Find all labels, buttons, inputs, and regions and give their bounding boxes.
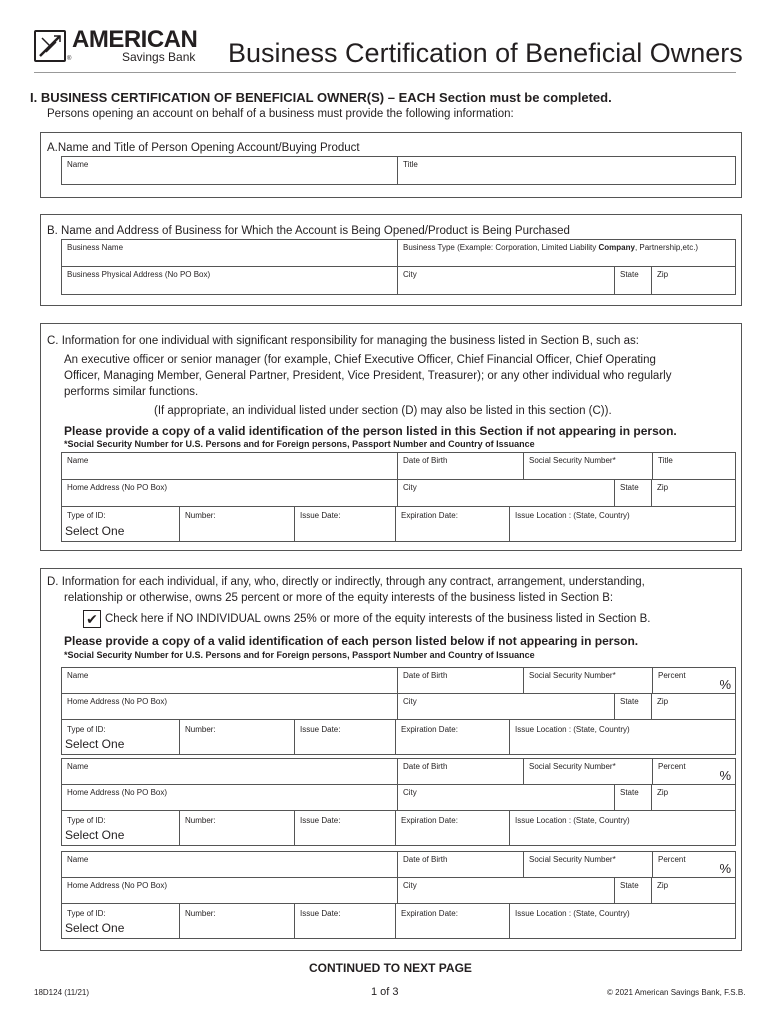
- logo-subtitle: Savings Bank: [122, 50, 196, 64]
- id-type-select[interactable]: [62, 720, 180, 754]
- owner-address-field[interactable]: [62, 694, 398, 720]
- form-code: 18D124 (11/21): [34, 988, 89, 997]
- id-type-value: Select One: [65, 828, 125, 842]
- issue-date-label: Issue Date:: [300, 511, 341, 520]
- ssn-label: Social Security Number*: [529, 456, 616, 465]
- name-label: Name: [67, 160, 89, 169]
- owner-address-field[interactable]: [62, 785, 398, 811]
- issue-date-label: Issue Date:: [300, 909, 341, 918]
- id-number-field[interactable]: [180, 720, 295, 754]
- business-type-label: [403, 243, 698, 252]
- title-field[interactable]: [398, 157, 735, 184]
- issue-location-field[interactable]: [510, 507, 735, 541]
- expiration-date-field[interactable]: [396, 811, 510, 845]
- owner-name-field[interactable]: [62, 759, 398, 785]
- person-city-field[interactable]: [398, 480, 615, 507]
- section-c-note: *Social Security Number for U.S. Persons and for Foreign persons, Passport Number and Country of Issuance: [64, 439, 535, 449]
- city-label: City: [403, 881, 417, 890]
- owner-block: [61, 667, 736, 755]
- owner-state-field[interactable]: [615, 785, 652, 811]
- title-label: Title: [658, 456, 673, 465]
- business-type-field[interactable]: [398, 240, 735, 267]
- id-type-label: Type of ID:: [67, 816, 106, 825]
- issue-location-label: Issue Location : (State, Country): [515, 816, 630, 825]
- owner-percent-field[interactable]: [653, 668, 735, 694]
- person-zip-field[interactable]: [652, 480, 735, 507]
- person-ssn-field[interactable]: [524, 453, 653, 480]
- issue-location-field[interactable]: [510, 720, 735, 754]
- expiration-date-field[interactable]: [396, 720, 510, 754]
- title-label: Title: [403, 160, 418, 169]
- state-label: State: [620, 270, 639, 279]
- ssn-label: Social Security Number*: [529, 762, 616, 771]
- zip-label: Zip: [657, 881, 669, 890]
- section-a-heading: A.Name and Title of Person Opening Account/Buying Product: [47, 142, 360, 154]
- no-individual-checkbox-label: Check here if NO INDIVIDUAL owns 25% or more of the equity interests of the business listed in Section B.: [105, 613, 651, 625]
- header-divider: [34, 72, 736, 73]
- dob-label: Date of Birth: [403, 855, 448, 864]
- id-type-value: Select One: [65, 921, 125, 935]
- owner-ssn-field[interactable]: [524, 668, 653, 694]
- zip-label: Zip: [657, 697, 669, 706]
- id-type-label: Type of ID:: [67, 725, 106, 734]
- issue-location-field[interactable]: [510, 904, 735, 938]
- id-number-field[interactable]: [180, 904, 295, 938]
- owner-city-field[interactable]: [398, 878, 615, 904]
- id-type-label: Type of ID:: [67, 511, 106, 520]
- name-label: Name: [67, 762, 89, 771]
- issue-date-field[interactable]: [295, 720, 396, 754]
- name-label: Name: [67, 855, 89, 864]
- issue-date-label: Issue Date:: [300, 725, 341, 734]
- zip-label: Zip: [657, 483, 669, 492]
- section-c-heading: C. Information for one individual with significant responsibility for managing the business listed in Section B, such as:: [47, 335, 639, 347]
- id-type-select[interactable]: [62, 811, 180, 845]
- section-d-line2: relationship or otherwise, owns 25 percent or more of the equity interests of the business listed in Section B:: [64, 592, 614, 604]
- state-label: State: [620, 483, 639, 492]
- owner-state-field[interactable]: [615, 694, 652, 720]
- business-name-field[interactable]: [62, 240, 398, 267]
- business-state-field[interactable]: [615, 267, 652, 294]
- section-d-line1: D. Information for each individual, if any, who, directly or indirectly, through any contract, arrangement, understanding,: [47, 576, 645, 588]
- owner-name-field[interactable]: [62, 668, 398, 694]
- business-city-field[interactable]: [398, 267, 615, 294]
- business-name-label: Business Name: [67, 243, 124, 252]
- number-label: Number:: [185, 909, 216, 918]
- percent-label: Percent: [658, 762, 686, 771]
- ssn-label: Social Security Number*: [529, 855, 616, 864]
- city-label: City: [403, 483, 417, 492]
- section-subtitle: Persons opening an account on behalf of a business must provide the following information:: [47, 108, 514, 120]
- issue-location-label: Issue Location : (State, Country): [515, 725, 630, 734]
- section-a-fields: [61, 156, 736, 185]
- page-number: 1 of 3: [371, 986, 399, 998]
- address-label: Home Address (No PO Box): [67, 881, 168, 890]
- owner-city-field[interactable]: [398, 694, 615, 720]
- section-c-instruction: Please provide a copy of a valid identification of the person listed in this Section if not appearing in person.: [64, 424, 677, 438]
- owner-zip-field[interactable]: [652, 785, 735, 811]
- business-address-field[interactable]: [62, 267, 398, 294]
- number-label: Number:: [185, 725, 216, 734]
- owner-state-field[interactable]: [615, 878, 652, 904]
- percent-sign: %: [719, 861, 731, 876]
- page-title: Business Certification of Beneficial Owners: [228, 38, 743, 68]
- dob-label: Date of Birth: [403, 671, 448, 680]
- section-b-fields: [61, 239, 736, 295]
- ssn-label: Social Security Number*: [529, 671, 616, 680]
- logo-icon: [34, 30, 66, 62]
- owner-zip-field[interactable]: [652, 878, 735, 904]
- section-b-heading: B. Name and Address of Business for Which the Account is Being Opened/Product is Being Purchased: [47, 225, 570, 237]
- expiration-label: Expiration Date:: [401, 816, 458, 825]
- number-label: Number:: [185, 816, 216, 825]
- person-dob-field[interactable]: [398, 453, 524, 480]
- id-type-select[interactable]: [62, 507, 180, 541]
- section-title: I. BUSINESS CERTIFICATION OF BENEFICIAL OWNER(S) – EACH Section must be completed.: [30, 90, 612, 105]
- address-label: Home Address (No PO Box): [67, 483, 168, 492]
- issue-date-field[interactable]: [295, 507, 396, 541]
- copyright: © 2021 American Savings Bank, F.S.B.: [607, 988, 746, 997]
- percent-label: Percent: [658, 671, 686, 680]
- id-number-field[interactable]: [180, 507, 295, 541]
- expiration-date-field[interactable]: [396, 904, 510, 938]
- dob-label: Date of Birth: [403, 762, 448, 771]
- id-type-select[interactable]: [62, 904, 180, 938]
- zip-label: Zip: [657, 788, 669, 797]
- section-d-note: *Social Security Number for U.S. Persons and for Foreign persons, Passport Number and Country of Issuance: [64, 650, 535, 660]
- issue-location-field[interactable]: [510, 811, 735, 845]
- address-label: Home Address (No PO Box): [67, 697, 168, 706]
- owner-city-field[interactable]: [398, 785, 615, 811]
- logo-registered-mark: ®: [67, 56, 72, 62]
- owner-address-field[interactable]: [62, 878, 398, 904]
- zip-label: Zip: [657, 270, 669, 279]
- owner-dob-field[interactable]: [398, 852, 524, 878]
- person-name-field[interactable]: [62, 453, 398, 480]
- owner-block: [61, 758, 736, 846]
- state-label: State: [620, 697, 639, 706]
- no-individual-checkbox[interactable]: ✔: [83, 610, 101, 628]
- state-label: State: [620, 788, 639, 797]
- owner-ssn-field[interactable]: [524, 759, 653, 785]
- percent-sign: %: [719, 768, 731, 783]
- expiration-label: Expiration Date:: [401, 909, 458, 918]
- section-d-instruction: Please provide a copy of a valid identification of each person listed below if not appearing in person.: [64, 634, 639, 648]
- owner-zip-field[interactable]: [652, 694, 735, 720]
- person-address-field[interactable]: [62, 480, 398, 507]
- number-label: Number:: [185, 511, 216, 520]
- owner-percent-field[interactable]: [653, 759, 735, 785]
- owner-percent-field[interactable]: [653, 852, 735, 878]
- section-c-line2: Officer, Managing Member, General Partner, President, Vice President, Treasurer); or any other individual who regularly: [64, 370, 672, 382]
- issue-date-label: Issue Date:: [300, 816, 341, 825]
- continued-note: CONTINUED TO NEXT PAGE: [309, 961, 472, 975]
- name-label: Name: [67, 456, 89, 465]
- person-title-field[interactable]: [653, 453, 735, 480]
- expiration-date-field[interactable]: [396, 507, 510, 541]
- id-type-label: Type of ID:: [67, 909, 106, 918]
- business-zip-field[interactable]: [652, 267, 735, 294]
- person-state-field[interactable]: [615, 480, 652, 507]
- expiration-label: Expiration Date:: [401, 725, 458, 734]
- percent-label: Percent: [658, 855, 686, 864]
- issue-location-label: Issue Location : (State, Country): [515, 909, 630, 918]
- state-label: State: [620, 881, 639, 890]
- name-field[interactable]: [62, 157, 398, 184]
- section-c-line3: performs similar functions.: [64, 386, 199, 398]
- issue-date-field[interactable]: [295, 904, 396, 938]
- issue-location-label: Issue Location : (State, Country): [515, 511, 630, 520]
- section-c-line1: An executive officer or senior manager (for example, Chief Executive Officer, Chief Financial Officer, Chief Operating: [64, 354, 656, 366]
- business-type-label-pre: Business Type (Example: Corporation, Limited Liability: [403, 243, 599, 252]
- id-type-value: Select One: [65, 524, 125, 538]
- logo-name: AMERICAN: [72, 26, 198, 53]
- owner-name-field[interactable]: [62, 852, 398, 878]
- percent-sign: %: [719, 677, 731, 692]
- city-label: City: [403, 270, 417, 279]
- owner-dob-field[interactable]: [398, 759, 524, 785]
- section-c-line4: (If appropriate, an individual listed under section (D) may also be listed in this section (C)).: [154, 405, 612, 417]
- id-type-value: Select One: [65, 737, 125, 751]
- dob-label: Date of Birth: [403, 456, 448, 465]
- owner-dob-field[interactable]: [398, 668, 524, 694]
- name-label: Name: [67, 671, 89, 680]
- section-c-person-fields: [61, 452, 736, 542]
- id-number-field[interactable]: [180, 811, 295, 845]
- city-label: City: [403, 788, 417, 797]
- business-type-label-post: , Partnership,etc.): [634, 243, 699, 252]
- business-address-label: Business Physical Address (No PO Box): [67, 270, 211, 279]
- address-label: Home Address (No PO Box): [67, 788, 168, 797]
- city-label: City: [403, 697, 417, 706]
- issue-date-field[interactable]: [295, 811, 396, 845]
- business-type-label-bold: Company: [598, 243, 635, 252]
- expiration-label: Expiration Date:: [401, 511, 458, 520]
- owner-block: [61, 851, 736, 939]
- owner-ssn-field[interactable]: [524, 852, 653, 878]
